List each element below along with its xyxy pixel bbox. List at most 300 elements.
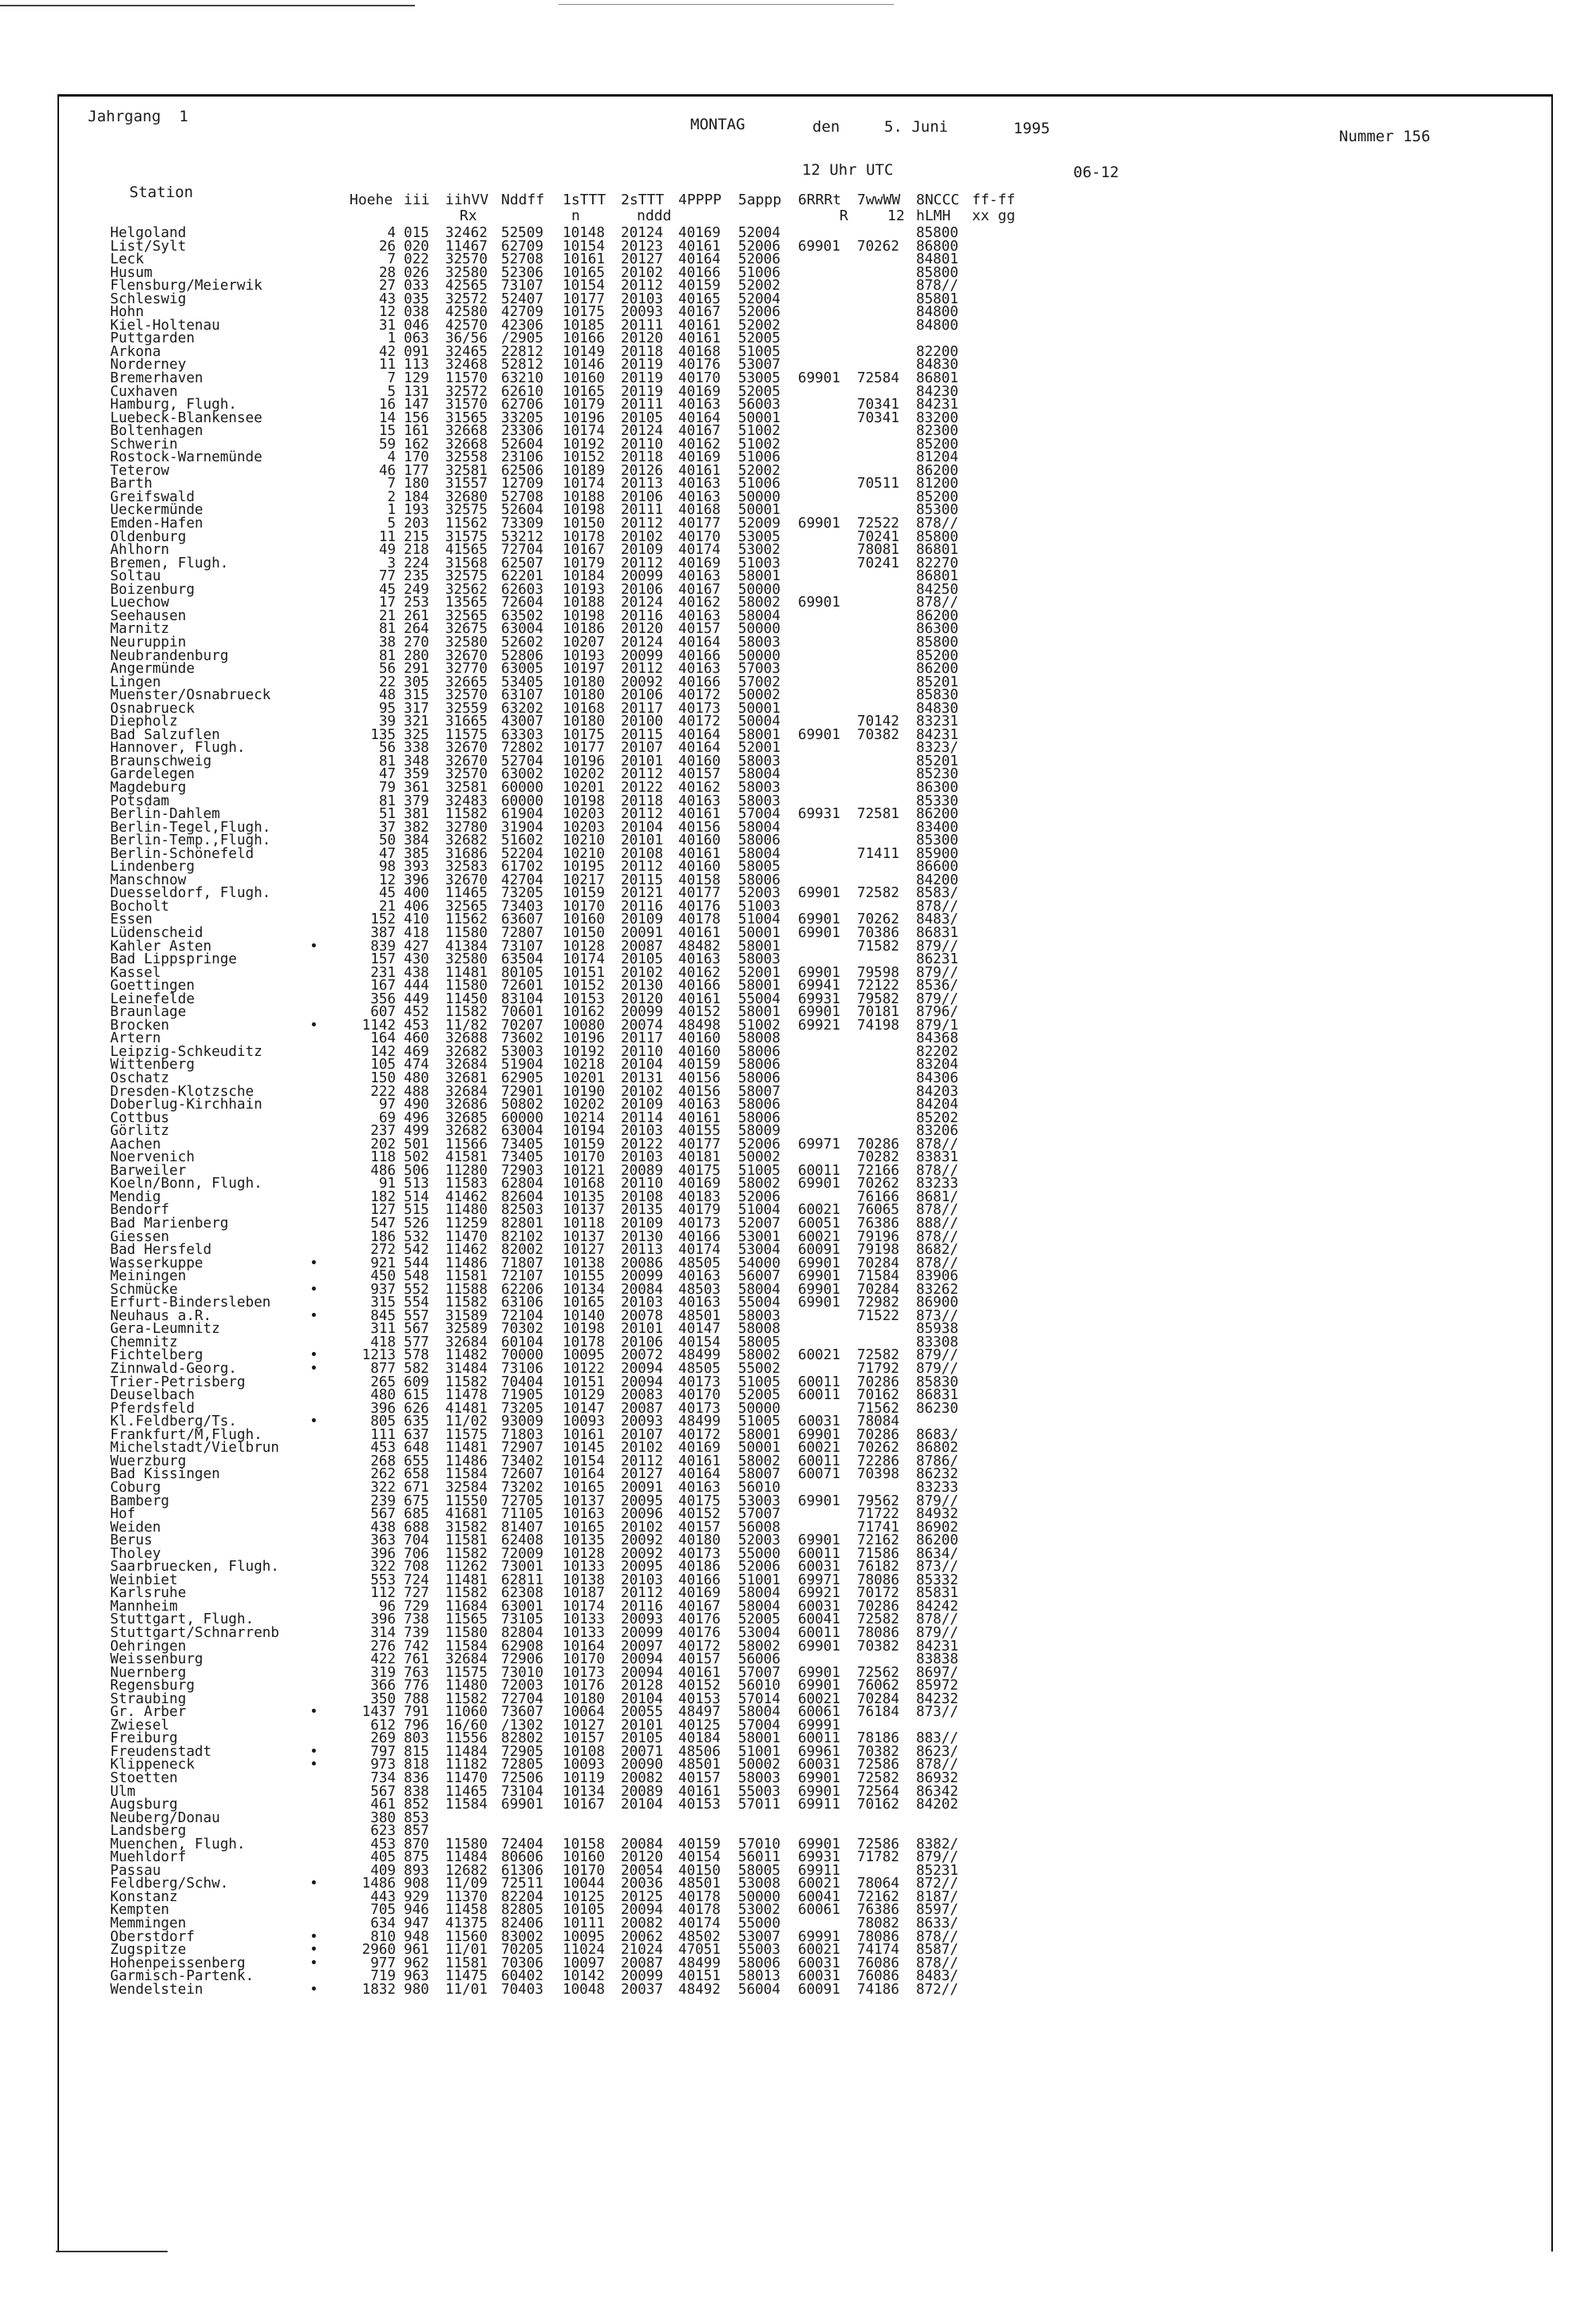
precip-group: 69901 [798,911,840,928]
dewpoint-group: 20103 [621,291,663,307]
station-height: 387 [370,924,396,941]
station-height: 27 [378,278,396,295]
station-name: Wittenberg [110,1057,195,1073]
wind-group: 81407 [501,1519,543,1536]
station-height: 1486 [361,1876,396,1892]
station-height: 118 [370,1149,396,1166]
cloud-vis-group: 11484 [445,1743,488,1760]
dewpoint-group: 20122 [621,1136,663,1152]
precip-group: 60031 [798,1598,840,1615]
station-id: 532 [404,1228,429,1245]
tendency-group: 50002 [738,1757,780,1773]
station-id: 381 [404,806,429,823]
pressure-group: 40177 [678,1136,721,1152]
dewpoint-group: 20131 [621,1070,663,1086]
cloud-group: 86801 [916,370,958,387]
station-id: 315 [404,687,429,704]
tendency-group: 55003 [738,1783,780,1800]
cloud-group: 8323/ [916,740,958,757]
cloud-vis-group: 11582 [445,806,488,823]
wind-group: 43007 [501,714,543,730]
temperature-group: 10196 [563,1030,605,1047]
dewpoint-group: 20135 [621,1202,663,1219]
cloud-vis-group: 11484 [445,1849,488,1866]
station-id: 948 [404,1928,429,1945]
tendency-group: 58003 [738,1769,780,1786]
temperature-group: 10165 [563,383,605,400]
cloud-vis-group: 32483 [445,793,488,809]
col-header-t2-sub: nddd [637,208,672,224]
precip-group: 69901 [798,1836,840,1852]
station-height: 111 [370,1426,396,1443]
temperature-group: 10154 [563,1453,605,1469]
temperature-group: 10196 [563,409,605,426]
dewpoint-group: 20120 [621,990,663,1007]
temperature-group: 10153 [563,990,605,1007]
temperature-group: 10133 [563,1624,605,1641]
station-name: Lüdenscheid [110,924,203,941]
wind-group: 71807 [501,1255,543,1271]
wind-group: 52602 [501,634,543,650]
station-id: 385 [404,845,429,862]
dewpoint-group: 20113 [621,476,663,492]
station-name: Teterow [110,462,170,479]
tendency-group: 51005 [738,1374,780,1390]
dewpoint-group: 20124 [621,423,663,440]
temperature-group: 10080 [563,1017,605,1034]
precip-group: 60031 [798,1968,840,1985]
dewpoint-group: 20120 [621,1849,663,1866]
pressure-group: 40163 [678,1268,721,1285]
cloud-vis-group: 11465 [445,885,488,902]
station-id: 384 [404,832,429,849]
wind-group: 23106 [501,449,543,466]
wind-group: 70205 [501,1942,543,1959]
wind-group: 52704 [501,753,543,769]
cloud-group: 85800 [916,528,958,545]
cloud-vis-group: 32583 [445,859,488,876]
station-name: Michelstadt/Vielbrun [110,1440,279,1457]
station-id: 729 [404,1598,429,1615]
tendency-group: 58002 [738,1347,780,1364]
station-height: 186 [370,1228,396,1245]
temperature-group: 10201 [563,1070,605,1086]
weekday-label: MONTAG [690,116,745,133]
station-name: Potsdam [110,793,170,809]
pressure-group: 40161 [678,924,721,941]
pressure-group: 40164 [678,726,721,743]
cloud-vis-group: 11370 [445,1888,488,1905]
station-name: Goettingen [110,978,195,994]
weather-group: 70162 [857,1797,899,1813]
wind-group: 70207 [501,1017,543,1034]
wind-group: 72404 [501,1836,543,1852]
cloud-group: 83831 [916,1149,958,1166]
station-height: 38 [378,634,396,650]
pressure-group: 40160 [678,859,721,876]
tendency-group: 58003 [738,779,780,796]
cloud-vis-group: 11482 [445,1347,488,1364]
station-id: 626 [404,1400,429,1417]
station-height: 45 [378,885,396,902]
wind-group: 71803 [501,1426,543,1443]
station-id: 453 [404,1017,429,1034]
station-height: 96 [378,1598,396,1615]
weather-group: 72584 [857,370,899,387]
dewpoint-group: 20090 [621,1757,663,1773]
cloud-vis-group: 31568 [445,555,488,571]
tendency-group: 58006 [738,1043,780,1060]
pressure-group: 48505 [678,1361,721,1378]
wind-group: 70403 [501,1981,543,1998]
station-name: Greifswald [110,488,195,505]
station-height: 567 [370,1506,396,1523]
station-name: Hohenpeissenberg [110,1955,246,1971]
cloud-vis-group: 11582 [445,1004,488,1021]
wind-group: 73104 [501,1783,543,1800]
cloud-group: 878// [916,1228,958,1245]
dewpoint-group: 20117 [621,700,663,717]
station-name: Chemnitz [110,1334,178,1350]
pressure-group: 40172 [678,687,721,704]
temperature-group: 10188 [563,488,605,505]
station-height: 553 [370,1572,396,1588]
weather-group: 72586 [857,1836,899,1852]
dewpoint-group: 20124 [621,225,663,241]
pressure-group: 40125 [678,1717,721,1734]
station-name: Straubing [110,1690,187,1707]
tendency-group: 50001 [738,502,780,519]
wind-group: 82805 [501,1902,543,1919]
wind-group: 72601 [501,978,543,994]
pressure-group: 40153 [678,1797,721,1813]
cloud-group: 85202 [916,1109,958,1126]
cloud-vis-group: 11582 [445,1690,488,1707]
wind-group: 72107 [501,1268,543,1285]
weather-group: 71792 [857,1361,899,1378]
precip-group: 69991 [798,1717,840,1734]
weather-group: 72522 [857,516,899,532]
mountain-marker: • [310,1876,318,1892]
dewpoint-group: 20101 [621,1321,663,1338]
cloud-group: 85800 [916,225,958,241]
dewpoint-group: 20092 [621,1545,663,1562]
cloud-group: 85801 [916,291,958,307]
station-id: 857 [404,1823,429,1840]
pressure-group: 40169 [678,1585,721,1602]
station-name: Bendorf [110,1202,170,1219]
precip-group: 69911 [798,1797,840,1813]
precip-group: 69901 [798,1255,840,1271]
pressure-group: 40163 [678,607,721,624]
wind-group: 60000 [501,1109,543,1126]
temperature-group: 10142 [563,1968,605,1985]
station-name: Barweiler [110,1162,187,1179]
wind-group: 73205 [501,1400,543,1417]
station-id: 224 [404,555,429,571]
station-name: Stoetten [110,1769,178,1786]
cloud-group: 878// [916,1202,958,1219]
mountain-marker: • [310,1704,318,1721]
cloud-vis-group: 32580 [445,634,488,650]
weather-group: 76182 [857,1559,899,1576]
precip-group: 69901 [798,1783,840,1800]
weather-group: 76065 [857,1202,899,1219]
tendency-group: 53001 [738,1228,780,1245]
tendency-group: 52006 [738,304,780,321]
station-name: Noervenich [110,1149,195,1166]
cloud-group: 86231 [916,951,958,968]
dewpoint-group: 20118 [621,793,663,809]
wind-group: 63106 [501,1295,543,1311]
temperature-group: 10167 [563,1797,605,1813]
pressure-group: 40163 [678,397,721,413]
dewpoint-group: 20104 [621,1690,663,1707]
pressure-group: 40154 [678,1849,721,1866]
station-id: 156 [404,409,429,426]
weather-group: 72162 [857,1532,899,1549]
tendency-group: 53004 [738,1242,780,1259]
wind-group: 69901 [501,1797,543,1813]
wind-group: 42709 [501,304,543,321]
station-name: Saarbruecken, Flugh. [110,1559,279,1576]
temperature-group: 10148 [563,225,605,241]
cloud-vis-group: 31570 [445,397,488,413]
cloud-group: 84232 [916,1690,958,1707]
precip-group: 69901 [798,370,840,387]
station-height: 81 [378,621,396,638]
weather-group: 74174 [857,1942,899,1959]
station-name: Arkona [110,343,161,360]
tendency-group: 52002 [738,317,780,334]
weather-group: 76184 [857,1704,899,1721]
weather-group: 70286 [857,1136,899,1152]
wind-group: 83002 [501,1928,543,1945]
weather-group: 70341 [857,397,899,413]
weather-group: 72162 [857,1888,899,1905]
cloud-vis-group: 11566 [445,1136,488,1152]
station-height: 59 [378,436,396,453]
temperature-group: 10165 [563,264,605,281]
temperature-group: 10174 [563,476,605,492]
pressure-group: 40177 [678,885,721,902]
cloud-vis-group: 32558 [445,449,488,466]
tendency-group: 50001 [738,924,780,941]
mountain-marker: • [310,938,318,955]
tendency-group: 52001 [738,740,780,757]
cloud-vis-group: 11575 [445,1664,488,1681]
pressure-group: 40173 [678,1216,721,1232]
station-height: 222 [370,1083,396,1100]
weather-group: 78081 [857,542,899,559]
station-name: Soltau [110,568,161,585]
tendency-group: 50002 [738,687,780,704]
temperature-group: 10170 [563,1651,605,1668]
pressure-group: 40167 [678,1598,721,1615]
station-id: 526 [404,1216,429,1232]
tendency-group: 57003 [738,661,780,678]
temperature-group: 10179 [563,397,605,413]
station-name: Ulm [110,1783,136,1800]
wind-group: 70601 [501,1004,543,1021]
station-name: Bad Lippspringe [110,951,237,968]
station-name: Doberlug-Kirchhain [110,1097,263,1113]
station-name: Puttgarden [110,330,195,347]
dewpoint-group: 20096 [621,1506,663,1523]
station-name: Barth [110,476,152,492]
temperature-group: 10178 [563,1334,605,1350]
station-height: 380 [370,1809,396,1826]
cloud-vis-group: 11060 [445,1704,488,1721]
station-height: 16 [378,397,396,413]
cloud-group: 86831 [916,924,958,941]
pressure-group: 40173 [678,700,721,717]
dewpoint-group: 20115 [621,872,663,888]
tendency-group: 52003 [738,1532,780,1549]
station-height: 921 [370,1255,396,1271]
station-id: 348 [404,753,429,769]
wind-group: 12709 [501,476,543,492]
tendency-group: 58004 [738,1585,780,1602]
cloud-vis-group: 32670 [445,740,488,757]
col-header-tendency: 5appp [738,192,782,208]
cloud-group: 83206 [916,1123,958,1140]
cloud-group: 84231 [916,1638,958,1655]
wind-group: 83104 [501,990,543,1007]
station-height: 56 [378,740,396,757]
station-id: 578 [404,1347,429,1364]
cloud-vis-group: 11588 [445,1281,488,1298]
tendency-group: 58005 [738,859,780,876]
pressure-group: 40174 [678,542,721,559]
station-id: 671 [404,1479,429,1496]
tendency-group: 58004 [738,819,780,836]
station-height: 262 [370,1466,396,1483]
temperature-group: 10129 [563,1387,605,1404]
cloud-vis-group: 32575 [445,502,488,519]
dewpoint-group: 20037 [621,1981,663,1998]
station-id: 474 [404,1057,429,1073]
cloud-vis-group: 31686 [445,845,488,862]
station-name: Coburg [110,1479,161,1496]
cloud-vis-group: 11583 [445,1176,488,1192]
station-name: Frankfurt/M,Flugh. [110,1426,263,1443]
weather-group: 78186 [857,1730,899,1747]
tendency-group: 53005 [738,528,780,545]
cloud-vis-group: 32680 [445,488,488,505]
pressure-group: 40178 [678,911,721,928]
dewpoint-group: 20104 [621,1797,663,1813]
station-id: 615 [404,1387,429,1404]
tendency-group: 52006 [738,1188,780,1205]
station-id: 203 [404,516,429,532]
station-id: 291 [404,661,429,678]
dewpoint-group: 20097 [621,1638,663,1655]
weather-group: 70241 [857,528,899,545]
jahrgang-label: Jahrgang 1 [88,108,188,125]
tendency-group: 52007 [738,1216,780,1232]
tendency-group: 55000 [738,1916,780,1931]
pressure-group: 40169 [678,1176,721,1192]
wind-group: 72704 [501,542,543,559]
cloud-vis-group: 11259 [445,1216,488,1232]
precip-group: 60021 [798,1942,840,1959]
station-id: 962 [404,1955,429,1971]
pressure-group: 40164 [678,634,721,650]
cloud-group: 84242 [916,1598,958,1615]
pressure-group: 40154 [678,1334,721,1350]
station-name: Nuernberg [110,1664,187,1681]
station-height: 276 [370,1638,396,1655]
cloud-vis-group: 11465 [445,1783,488,1800]
cloud-vis-group: 11584 [445,1797,488,1813]
station-id: 180 [404,476,429,492]
dewpoint-group: 20130 [621,1228,663,1245]
cloud-vis-group: 41384 [445,938,488,955]
station-name: Bad Kissingen [110,1466,220,1483]
wind-group: 52604 [501,436,543,453]
station-height: 805 [370,1413,396,1430]
precip-group: 69901 [798,1638,840,1655]
cloud-vis-group: 31557 [445,476,488,492]
cloud-vis-group: 32688 [445,1030,488,1047]
station-name: Neuberg/Donau [110,1809,220,1826]
cloud-vis-group: 32780 [445,819,488,836]
cloud-vis-group: 11182 [445,1757,488,1773]
tendency-group: 58006 [738,1955,780,1971]
station-id: 193 [404,502,429,519]
wind-group: 61702 [501,859,543,876]
dewpoint-group: 20103 [621,1295,663,1311]
precip-group: 69931 [798,1849,840,1866]
cloud-group: 86900 [916,1295,958,1311]
weather-group: 72581 [857,806,899,823]
tendency-group: 52006 [738,251,780,268]
cloud-vis-group: 32565 [445,898,488,915]
station-id: 788 [404,1690,429,1707]
wind-group: 73107 [501,278,543,295]
pressure-group: 40157 [678,1519,721,1536]
cloud-vis-group: 32570 [445,766,488,783]
dewpoint-group: 20119 [621,357,663,374]
station-name: Mendig [110,1188,161,1205]
tendency-group: 56010 [738,1479,780,1496]
dewpoint-group: 20121 [621,885,663,902]
temperature-group: 10198 [563,793,605,809]
station-height: 48 [378,687,396,704]
cloud-group: 81204 [916,449,958,466]
wind-group: 71905 [501,1387,543,1404]
station-height: 164 [370,1030,396,1047]
station-height: 797 [370,1743,396,1760]
temperature-group: 10185 [563,317,605,334]
cloud-group: 83400 [916,819,958,836]
wind-group: 73403 [501,898,543,915]
tendency-group: 58004 [738,1704,780,1721]
station-id: 317 [404,700,429,717]
wind-group: 53212 [501,528,543,545]
tendency-group: 57002 [738,674,780,690]
temperature-group: 10168 [563,1176,605,1192]
station-height: 142 [370,1043,396,1060]
station-height: 719 [370,1968,396,1985]
cloud-vis-group: 11575 [445,1426,488,1443]
wind-group: 72511 [501,1876,543,1892]
cloud-vis-group: 11/09 [445,1876,488,1892]
station-height: 17 [378,595,396,611]
cloud-group: 84230 [916,383,958,400]
station-height: 202 [370,1136,396,1152]
